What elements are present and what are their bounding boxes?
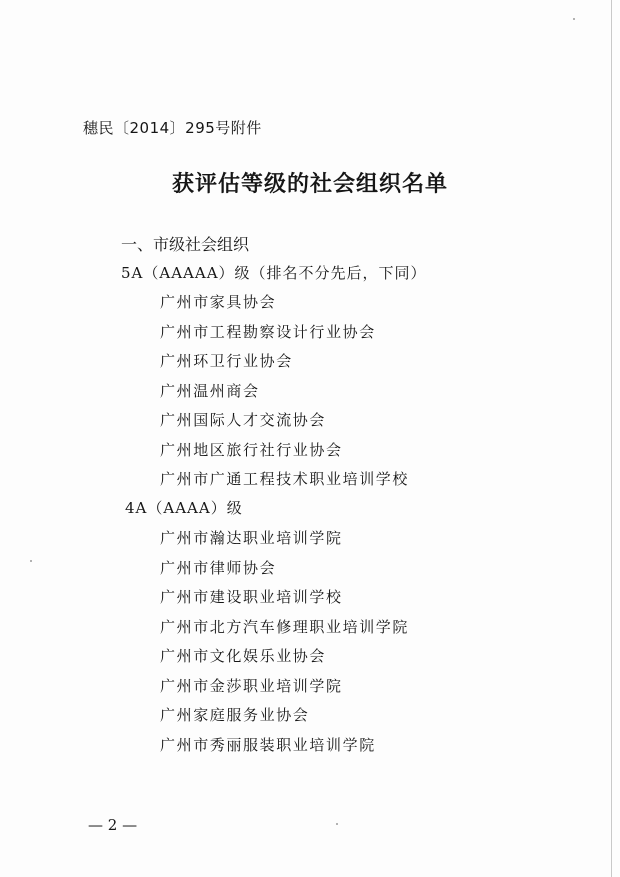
- organization-item: 广州市文化娱乐业协会: [160, 647, 327, 665]
- organization-item: 广州市北方汽车修理职业培训学院: [160, 617, 410, 636]
- organization-item: 广州市广通工程技术职业培训学校: [160, 470, 410, 488]
- organization-item: 广州市秀丽服装职业培训学院: [160, 735, 376, 754]
- grade-heading-4a: 4A（AAAA）级: [125, 499, 243, 517]
- organization-item: 广州市家具协会: [160, 293, 277, 311]
- scan-edge-line: [611, 0, 612, 877]
- organization-item: 广州地区旅行社行业协会: [160, 440, 343, 459]
- document-title: 获评估等级的社会组织名单: [171, 171, 448, 197]
- section-heading: 一、市级社会组织: [121, 235, 250, 254]
- document-reference: 穗民〔2014〕295号附件: [83, 119, 262, 137]
- organization-item: 广州温州商会: [160, 381, 260, 400]
- organization-item: 广州市瀚达职业培训学院: [160, 529, 343, 547]
- scan-speck: [30, 560, 32, 562]
- organization-list-4a: [160, 527, 409, 763]
- organization-item: 广州市律师协会: [160, 558, 277, 577]
- organization-item: 广州市建设职业培训学校: [160, 588, 343, 606]
- organization-item: 广州家庭服务业协会: [160, 706, 310, 724]
- page-number: — 2 —: [88, 816, 138, 834]
- organization-item: 广州环卫行业协会: [160, 352, 293, 370]
- organization-item: 广州市工程勘察设计行业协会: [160, 322, 376, 341]
- organization-item: 广州国际人才交流协会: [160, 411, 327, 429]
- scan-speck: [336, 823, 338, 825]
- scan-speck: [573, 18, 575, 20]
- grade-heading-5a: 5A（AAAAA）级（排名不分先后，下同）: [121, 264, 427, 282]
- organization-list-5a: [160, 291, 409, 498]
- organization-item: 广州市金莎职业培训学院: [160, 676, 343, 695]
